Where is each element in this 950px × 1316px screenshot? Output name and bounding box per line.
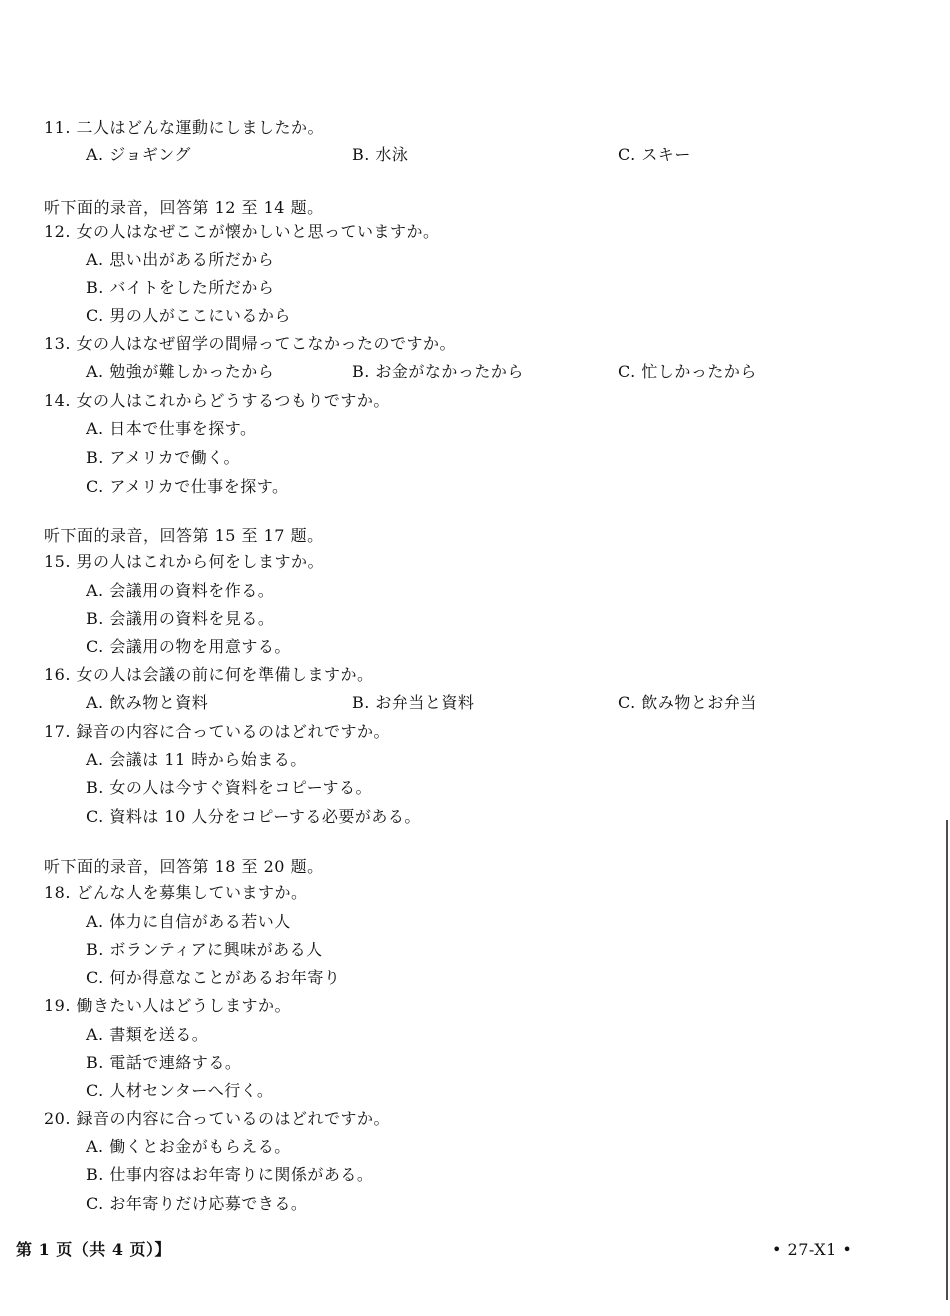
q17-option-a: A. 会議は 11 時から始まる。 [86,750,307,769]
question-12: 12. 女の人はなぜここが懐かしいと思っていますか。 [44,222,440,241]
scan-edge-line [946,820,948,1300]
q12-option-c: C. 男の人がここにいるから [86,306,291,325]
q16-option-b: B. お弁当と資料 [352,693,475,712]
q13-option-c: C. 忙しかったから [618,362,757,381]
question-20: 20. 録音の内容に合っているのはどれですか。 [44,1109,391,1128]
q12-option-b: B. バイトをした所だから [86,278,275,297]
q15-option-b: B. 会議用の資料を見る。 [86,609,275,628]
question-11: 11. 二人はどんな運動にしましたか。 [44,118,325,137]
question-17: 17. 録音の内容に合っているのはどれですか。 [44,722,391,741]
q17-option-c: C. 資料は 10 人分をコピーする必要がある。 [86,807,421,826]
section-heading-12-14: 听下面的录音，回答第 12 至 14 题。 [44,198,324,217]
q18-option-b: B. ボランティアに興味がある人 [86,940,323,959]
question-14: 14. 女の人はこれからどうするつもりですか。 [44,391,390,410]
q15-option-a: A. 会議用の資料を作る。 [86,581,275,600]
q19-option-a: A. 書類を送る。 [86,1025,209,1044]
q13-option-b: B. お金がなかったから [352,362,524,381]
q16-option-c: C. 飲み物とお弁当 [618,693,757,712]
q14-option-c: C. アメリカで仕事を探す。 [86,477,289,496]
q11-option-b: B. 水泳 [352,145,409,164]
question-18: 18. どんな人を募集していますか。 [44,883,308,902]
section-heading-15-17: 听下面的录音，回答第 15 至 17 题。 [44,526,324,545]
q16-option-a: A. 飲み物と資料 [86,693,209,712]
q20-option-b: B. 仕事内容はお年寄りに関係がある。 [86,1165,374,1184]
q13-option-a: A. 勉強が難しかったから [86,362,275,381]
q14-option-a: A. 日本で仕事を探す。 [86,419,257,438]
q17-option-b: B. 女の人は今すぐ資料をコピーする。 [86,778,372,797]
q11-option-c: C. スキー [618,145,691,164]
q19-option-b: B. 電話で連絡する。 [86,1053,242,1072]
question-19: 19. 働きたい人はどうしますか。 [44,996,292,1015]
q12-option-a: A. 思い出がある所だから [86,250,275,269]
exam-code: • 27-X1 • [772,1240,853,1259]
q14-option-b: B. アメリカで働く。 [86,448,240,467]
q15-option-c: C. 会議用の物を用意する。 [86,637,291,656]
q18-option-c: C. 何か得意なことがあるお年寄り [86,968,341,987]
q20-option-c: C. お年寄りだけ応募できる。 [86,1194,308,1213]
q19-option-c: C. 人材センターへ行く。 [86,1081,274,1100]
question-16: 16. 女の人は会議の前に何を準備しますか。 [44,665,374,684]
q11-option-a: A. ジョギング [86,145,191,164]
q20-option-a: A. 働くとお金がもらえる。 [86,1137,291,1156]
page-number: 第 1 页（共 4 页）】 [16,1240,172,1259]
question-13: 13. 女の人はなぜ留学の間帰ってこなかったのですか。 [44,334,457,353]
section-heading-18-20: 听下面的录音，回答第 18 至 20 题。 [44,857,324,876]
question-15: 15. 男の人はこれから何をしますか。 [44,552,325,571]
q18-option-a: A. 体力に自信がある若い人 [86,912,291,931]
